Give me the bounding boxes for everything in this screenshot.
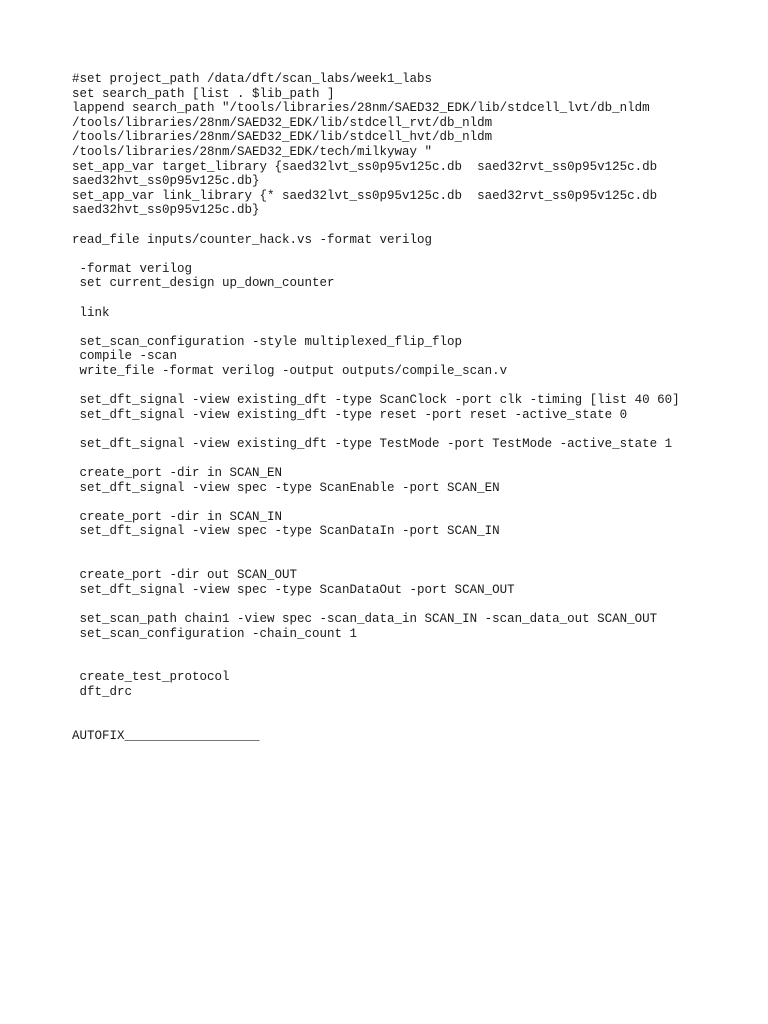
code-line: set_dft_signal -view existing_dft -type reset -port reset -active_state 0 xyxy=(72,407,628,422)
code-line: set_dft_signal -view spec -type ScanEnable -port SCAN_EN xyxy=(72,480,500,495)
code-line: write_file -format verilog -output outputs/compile_scan.v xyxy=(72,363,508,378)
code-line xyxy=(72,291,752,306)
code-line: saed32hvt_ss0p95v125c.db} xyxy=(72,203,260,218)
code-line: set_dft_signal -view spec -type ScanDataOut -port SCAN_OUT xyxy=(72,582,515,597)
code-line: set_app_var link_library {* saed32lvt_ss0p95v125c.db saed32rvt_ss0p95v125c.db xyxy=(72,188,658,203)
code-line xyxy=(72,247,752,262)
code-line: set search_path [list . $lib_path ] xyxy=(72,86,335,101)
code-line: /tools/libraries/28nm/SAED32_EDK/tech/milkyway " xyxy=(72,144,433,159)
code-line: dft_drc xyxy=(72,684,133,699)
code-line: set current_design up_down_counter xyxy=(72,276,335,291)
script-text xyxy=(72,72,752,743)
code-line xyxy=(72,656,752,671)
code-line xyxy=(72,451,752,466)
code-line: saed32hvt_ss0p95v125c.db} xyxy=(72,174,260,189)
code-line xyxy=(72,320,752,335)
code-line: set_scan_configuration -chain_count 1 xyxy=(72,626,358,641)
code-line: set_dft_signal -view existing_dft -type ScanClock -port clk -timing [list 40 60] xyxy=(72,393,680,408)
code-line: /tools/libraries/28nm/SAED32_EDK/lib/stdcell_rvt/db_nldm xyxy=(72,115,493,130)
code-line xyxy=(72,714,752,729)
code-line: lappend search_path "/tools/libraries/28nm/SAED32_EDK/lib/stdcell_lvt/db_nldm xyxy=(72,101,650,116)
code-line: set_app_var target_library {saed32lvt_ss0p95v125c.db saed32rvt_ss0p95v125c.db xyxy=(72,159,658,174)
code-line xyxy=(72,700,752,715)
code-line: create_port -dir in SCAN_IN xyxy=(72,509,283,524)
code-line xyxy=(72,378,752,393)
code-line: link xyxy=(72,305,110,320)
code-line: -format verilog xyxy=(72,261,193,276)
code-line: create_port -dir in SCAN_EN xyxy=(72,466,283,481)
code-line: read_file inputs/counter_hack.vs -format verilog xyxy=(72,232,433,247)
code-line: AUTOFIX__________________ xyxy=(72,728,260,743)
code-line: #set project_path /data/dft/scan_labs/week1_labs xyxy=(72,72,433,86)
code-line xyxy=(72,495,752,510)
code-line: create_port -dir out SCAN_OUT xyxy=(72,568,298,583)
code-line xyxy=(72,554,752,569)
code-line: set_dft_signal -view spec -type ScanDataIn -port SCAN_IN xyxy=(72,524,500,539)
code-line xyxy=(72,641,752,656)
code-line: compile -scan xyxy=(72,349,178,364)
code-line: set_scan_configuration -style multiplexed_flip_flop xyxy=(72,334,463,349)
code-line xyxy=(72,597,752,612)
code-line: set_dft_signal -view existing_dft -type TestMode -port TestMode -active_state 1 xyxy=(72,436,673,451)
code-line: /tools/libraries/28nm/SAED32_EDK/lib/stdcell_hvt/db_nldm xyxy=(72,130,493,145)
code-line xyxy=(72,539,752,554)
code-line xyxy=(72,422,752,437)
code-line xyxy=(72,218,752,233)
code-line: set_scan_path chain1 -view spec -scan_data_in SCAN_IN -scan_data_out SCAN_OUT xyxy=(72,611,658,626)
code-line: create_test_protocol xyxy=(72,670,230,685)
